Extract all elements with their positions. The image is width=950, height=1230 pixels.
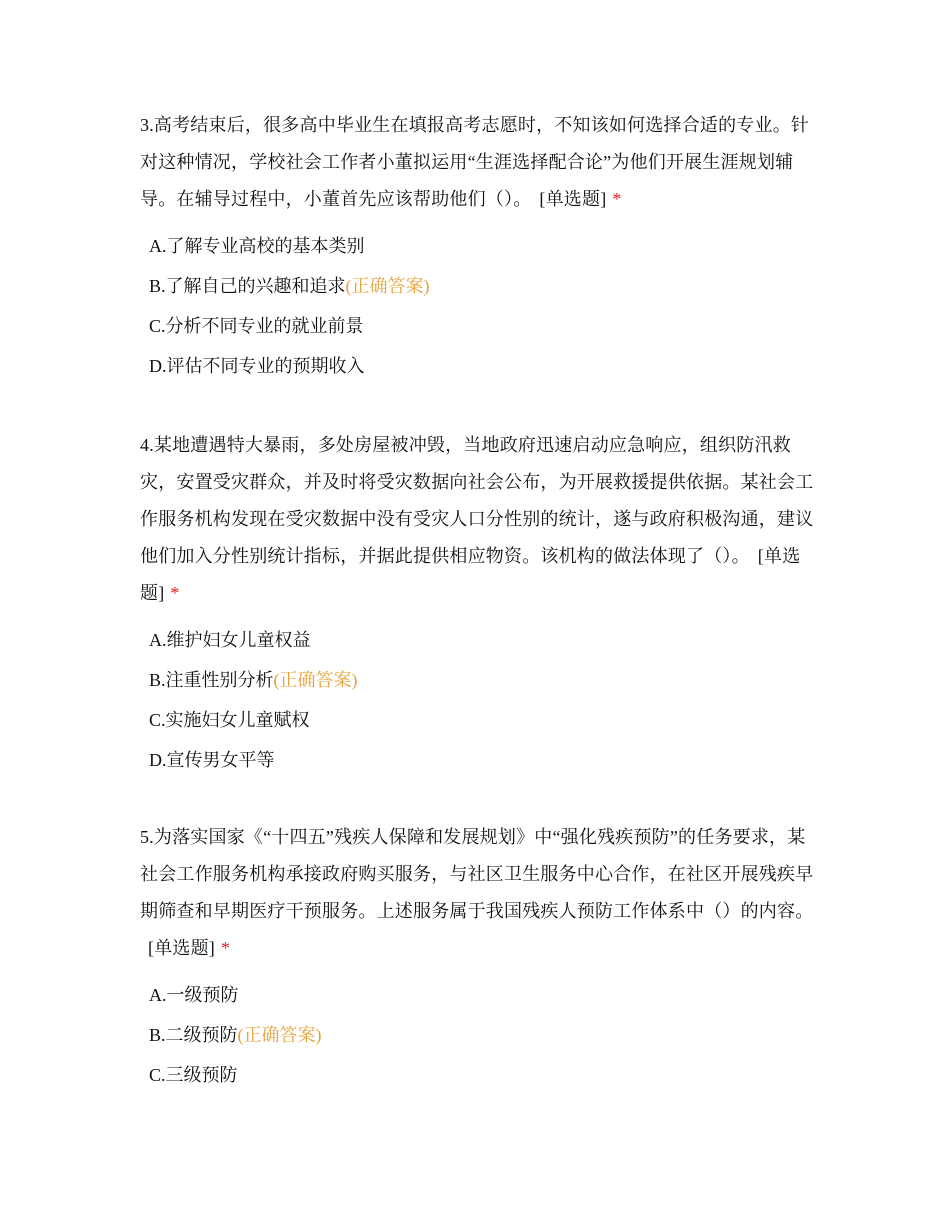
option-label: B.二级预防 (149, 1025, 238, 1045)
option-list (140, 620, 815, 780)
option-label: D.评估不同专业的预期收入 (149, 356, 365, 376)
option-label: A.一级预防 (149, 985, 239, 1005)
required-marker: * (221, 938, 231, 958)
correct-answer-tag: (正确答案) (273, 670, 358, 690)
required-marker: * (170, 583, 180, 603)
option-list (140, 975, 815, 1095)
option-c (149, 306, 815, 346)
question-stem: 4.某地遭遇特大暴雨，多处房屋被冲毁，当地政府迅速启动应急响应，组织防汛救灾，安置受灾群众，并及时将受灾数据向社会公布，为开展救援提供依据。某社会工作服务机构发现在受灾数据中没有受灾人口分性别的统计，遂与政府积极沟通，建议他们加入分性别统计指标，并据此提供相应物资。该机构的做法体现了（）。 (140, 435, 814, 566)
question-3 (140, 107, 815, 386)
option-label: B.注重性别分析 (149, 670, 274, 690)
correct-answer-tag: (正确答案) (237, 1025, 322, 1045)
option-b (149, 266, 815, 306)
option-d (149, 740, 815, 780)
option-a (149, 226, 815, 266)
option-label: C.分析不同专业的就业前景 (149, 316, 364, 336)
question-4 (140, 427, 815, 780)
question-stem: 5.为落实国家《“十四五”残疾人保障和发展规划》中“强化残疾预防”的任务要求，某社会工作服务机构承接政府购买服务，与社区卫生服务中心合作，在社区开展残疾早期筛查和早期医疗干预服务。上述服务属于我国残疾人预防工作体系中（）的内容。 (140, 827, 814, 921)
question-text (140, 427, 815, 612)
option-list (140, 226, 815, 386)
option-c (149, 700, 815, 740)
option-a (149, 620, 815, 660)
option-c (149, 1055, 815, 1095)
question-5 (140, 819, 815, 1095)
question-stem: 3.高考结束后，很多高中毕业生在填报高考志愿时，不知该如何选择合适的专业。针对这种情况，学校社会工作者小董拟运用“生涯选择配合论”为他们开展生涯规划辅导。在辅导过程中，小董首先应该帮助他们（）。 (140, 115, 810, 209)
option-label: A.了解专业高校的基本类别 (149, 236, 365, 256)
option-label: D.宣传男女平等 (149, 750, 275, 770)
option-label: B.了解自己的兴趣和追求 (149, 276, 346, 296)
question-type-label: [单选题] (148, 938, 215, 958)
option-d (149, 346, 815, 386)
correct-answer-tag: (正确答案) (345, 276, 430, 296)
option-label: C.三级预防 (149, 1065, 238, 1085)
option-a (149, 975, 815, 1015)
option-b (149, 660, 815, 700)
required-marker: * (612, 189, 622, 209)
question-type-label: [单选题] (140, 546, 801, 603)
option-label: C.实施妇女儿童赋权 (149, 710, 310, 730)
question-text (140, 819, 815, 967)
option-label: A.维护妇女儿童权益 (149, 630, 311, 650)
option-b (149, 1015, 815, 1055)
question-text (140, 107, 815, 218)
question-type-label: [单选题] (539, 189, 607, 209)
